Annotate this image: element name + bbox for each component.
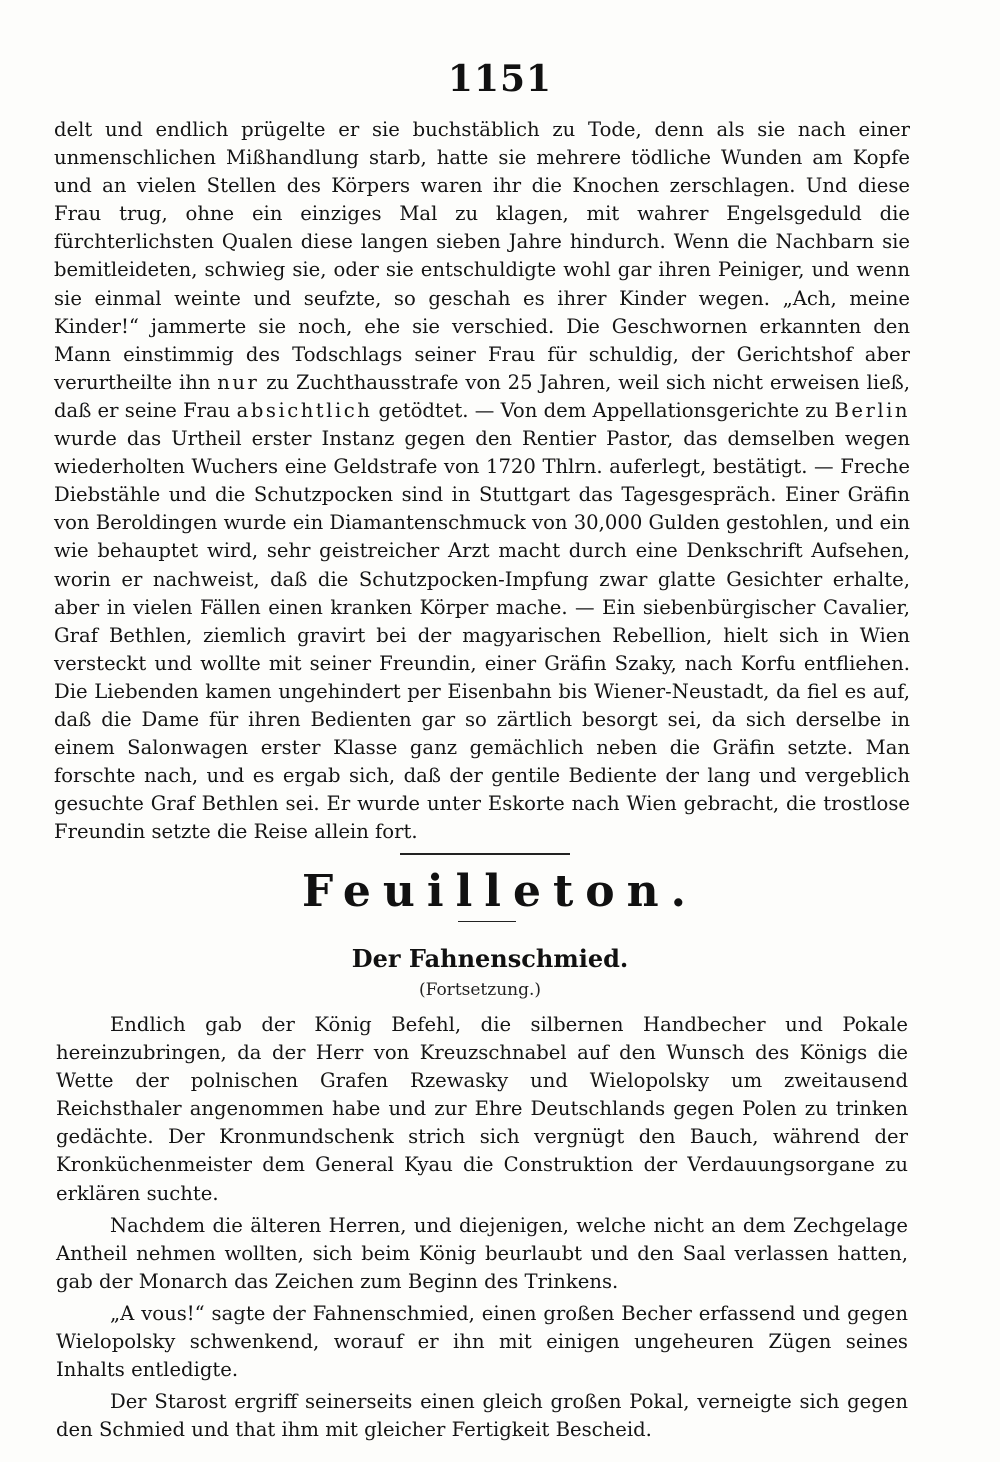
story-continuation-note: (Fortsetzung.) bbox=[418, 980, 542, 1000]
story-title: Der Fahnenschmied. bbox=[351, 944, 629, 973]
news-segment: getödtet. — Von dem Appellationsgerichte zu bbox=[372, 398, 835, 422]
feuilleton-heading: Feuilleton. bbox=[302, 866, 698, 917]
page-number: 1151 bbox=[447, 58, 553, 100]
news-column bbox=[54, 116, 910, 846]
news-segment-spaced: Berlin bbox=[834, 398, 910, 422]
news-segment-spaced: nur bbox=[217, 370, 260, 394]
story-paragraph: Der Starost ergriff seinerseits einen gleich großen Pokal, verneigte sich gegen den Schmied und that ihm mit gleicher Fertigkeit Bescheid. bbox=[56, 1390, 908, 1442]
news-segment: delt und endlich prügelte er sie buchstäblich zu Tode, denn als sie nach einer unmenschlichen Mißhandlung starb, hatte sie mehrere tödliche Wunden am Kopfe und an vielen Stellen des Körpers waren ihr die Knochen zerschlagen. Und diese Frau trug, ohne ein einziges Mal zu klagen, mit wahrer Engelsgeduld die fürchterlichsten Qualen diese langen sieben Jahre hindurch. Wenn die Nachbarn sie bemitleideten, schwieg sie, oder sie entschuldigte wohl gar ihren Peiniger, und wenn sie einmal weinte und seufzte, so geschah es ihrer Kinder wegen. „Ach, meine Kinder!“ jammerte sie noch, ehe sie verschied. Die Geschwornen erkannten den Mann einstimmig des Todschlags seiner Frau für schuldig, der Gerichtshof aber verurtheilte ihn bbox=[54, 118, 910, 394]
news-segment: wurde das Urtheil erster Instanz gegen den Rentier Pastor, das demselben wegen wiederholten Wuchers eine Geldstrafe von 1720 Thlrn. auferlegt, bestätigt. — Freche Diebstähle und die Schutzpocken sind in Stuttgart das Tagesgespräch. Einer Gräfin von Beroldingen wurde ein Diamantenschmuck von 30,000 Gulden gestohlen, und ein wie behauptet wird, sehr geistreicher Arzt macht durch eine Denkschrift Aufsehen, worin er nachweist, daß die Schutzpocken-Impfung zwar glatte Gesichter erhalte, aber in vielen Fällen einen kranken Körper mache. — Ein siebenbürgischer Cavalier, Graf Bethlen, ziemlich gravirt bei der magyarischen Rebellion, hielt sich in Wien versteckt und wollte mit seiner Freundin, einer Gräfin Szaky, nach Korfu entfliehen. Die Liebenden kamen ungehindert per Eisenbahn bis Wiener-Neustadt, da fiel es auf, daß die Dame für ihren Bedienten gar so zärtlich besorgt sei, da sich derselbe in einem Salonwagen erster Klasse ganz gemächlich neben die Gräfin setzte. Man forschte nach, und es ergab sich, daß der gentile Bediente der lang und vergeblich gesuchte Graf Bethlen sei. Er wurde unter Eskorte nach Wien gebracht, die trostlose Freundin setzte die Reise allein fort. bbox=[54, 427, 910, 844]
story-paragraph: Nachdem die älteren Herren, und diejenigen, welche nicht an dem Zechgelage Antheil nehmen wollten, sich beim König beurlaubt und den Saal verlassen hatten, gab der Monarch das Zeichen zum Beginn des Trinkens. bbox=[56, 1213, 908, 1293]
story-paragraph: Endlich gab der König Befehl, die silbernen Handbecher und Pokale hereinzubringen, da der Herr von Kreuzschnabel auf den Wunsch des Königs die Wette der polnischen Grafen Rzewasky und Wielopolsky um zweitausend Reichsthaler angenommen habe und zur Ehre Deutschlands gegen Polen zu trinken gedächte. Der Kronmundschenk strich sich vergnügt den Bauch, während der Kronküchenmeister dem General Kyau die Construktion der Verdauungsorgane zu erklären suchte. bbox=[56, 1013, 908, 1205]
news-segment-spaced: absichtlich bbox=[236, 398, 373, 422]
news-segment: zu Zuchthausstrafe von 25 Jahren, weil sich nicht erweisen ließ, daß er seine Frau bbox=[54, 370, 910, 422]
story-body bbox=[56, 1011, 908, 1448]
story-paragraph: „A vous!“ sagte der Fahnenschmied, einen großen Becher erfassend und gegen Wielopolsky schwenkend, worauf er ihn mit einigen ungeheuren Zügen seines Inhalts entledigte. bbox=[56, 1301, 908, 1382]
section-divider bbox=[400, 853, 570, 855]
heading-divider bbox=[458, 921, 516, 922]
